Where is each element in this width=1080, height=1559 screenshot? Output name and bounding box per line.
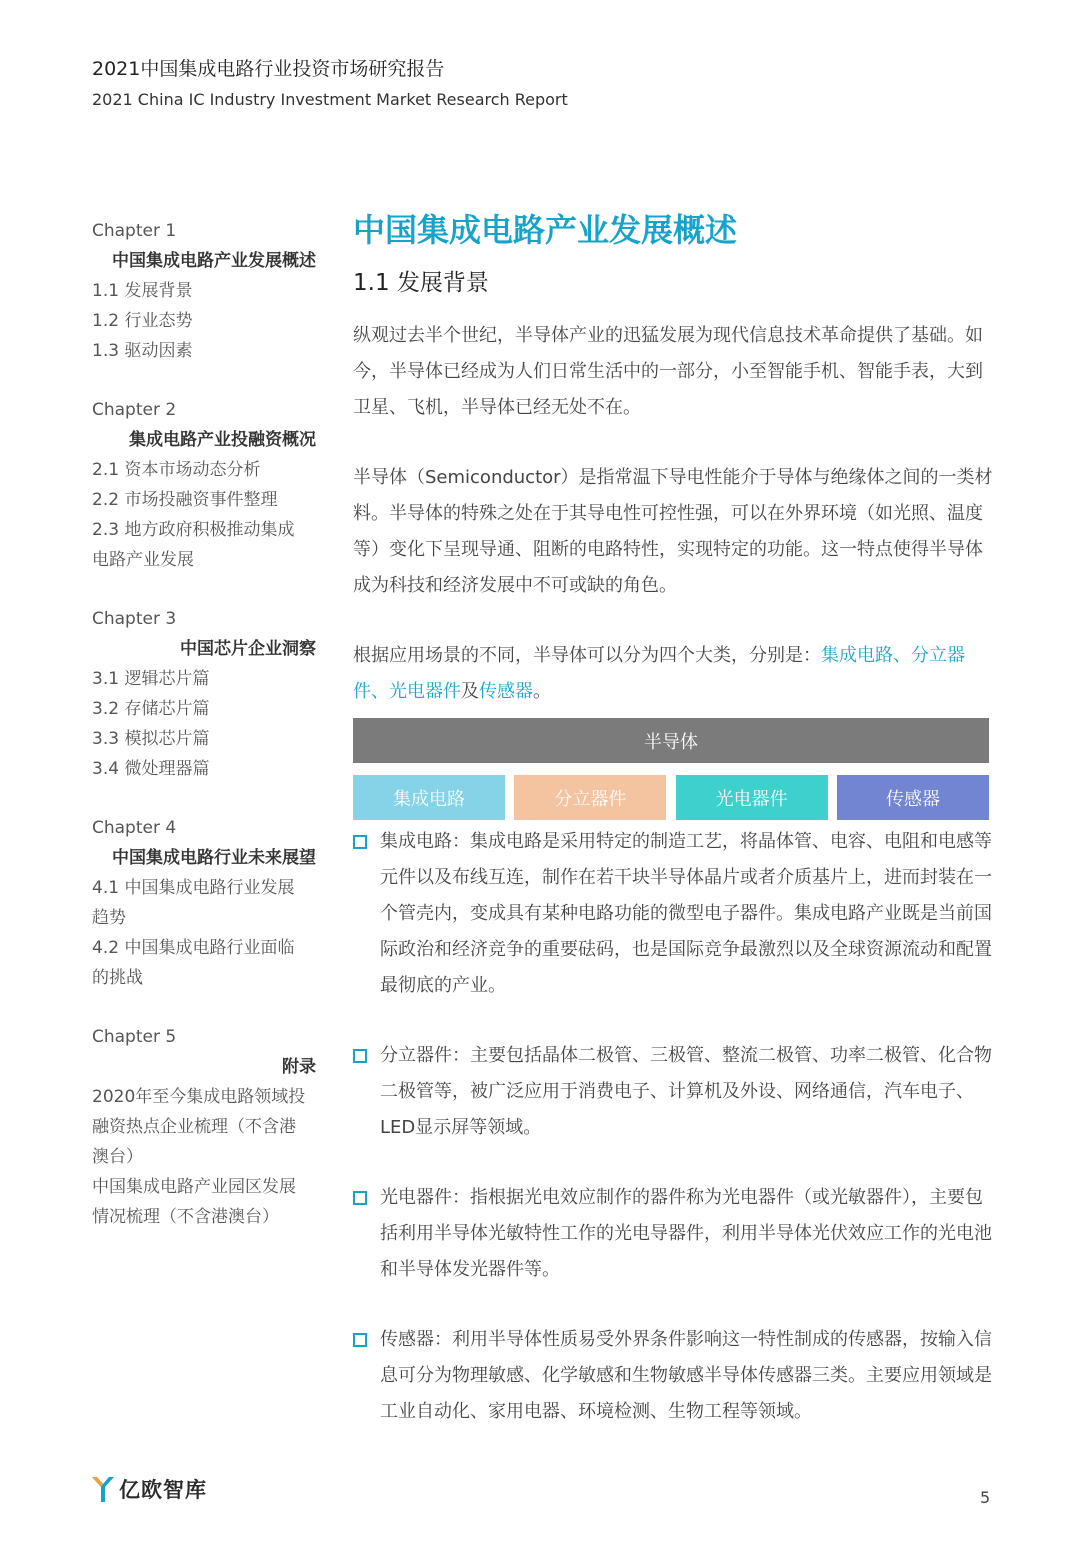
categories-conjunction: 及 [461, 681, 479, 702]
toc-item[interactable]: 2.2 市场投融资事件整理 [92, 490, 278, 510]
categories-text: 根据应用场景的不同，半导体可以分为四个大类，分别是： [353, 645, 821, 666]
toc-group [92, 813, 316, 993]
toc-item[interactable]: 趋势 [92, 908, 126, 928]
toc-item[interactable]: 2020年至今集成电路领域投 [92, 1087, 306, 1107]
toc-chapter-label[interactable]: Chapter 4 [92, 818, 177, 838]
toc-item[interactable]: 的挑战 [92, 968, 143, 988]
toc-group [92, 395, 316, 575]
categories-period: 。 [533, 681, 551, 702]
bullet-item [353, 1322, 998, 1430]
main-content [353, 206, 998, 1464]
toc-item[interactable]: 2.1 资本市场动态分析 [92, 460, 261, 480]
report-title-en: 2021 China IC Industry Investment Market Research Report [92, 90, 568, 109]
toc-item[interactable]: 电路产业发展 [92, 550, 194, 570]
bullet-item [353, 1180, 998, 1288]
category-descriptions [353, 824, 998, 1430]
yiou-logo-icon [90, 1474, 116, 1504]
toc-item[interactable]: 1.3 驱动因素 [92, 341, 193, 361]
diagram-category-row [353, 775, 989, 820]
bullet-item [353, 1038, 998, 1146]
page-number: 5 [980, 1488, 991, 1507]
square-bullet-icon [353, 1180, 380, 1288]
diagram-root-box: 半导体 [353, 718, 989, 763]
toc-chapter-label[interactable]: Chapter 1 [92, 221, 177, 241]
toc-chapter-title[interactable]: 附录 [282, 1057, 316, 1077]
toc-chapter-title[interactable]: 中国集成电路产业发展概述 [112, 251, 316, 271]
toc-item[interactable]: 3.3 模拟芯片篇 [92, 729, 210, 749]
toc-chapter-label[interactable]: Chapter 2 [92, 400, 177, 420]
toc-item[interactable]: 融资热点企业梳理（不含港 [92, 1117, 296, 1137]
diagram-category-box: 光电器件 [676, 775, 828, 820]
toc-chapter-title[interactable]: 中国芯片企业洞察 [180, 639, 316, 659]
section-title: 1.1 发展背景 [353, 270, 489, 296]
brand-name: 亿欧智库 [119, 1478, 207, 1502]
square-bullet-icon [353, 1038, 380, 1146]
toc-item[interactable]: 3.4 微处理器篇 [92, 759, 210, 779]
toc-item[interactable]: 3.2 存储芯片篇 [92, 699, 210, 719]
bullet-text: 分立器件：主要包括晶体二极管、三极管、整流二极管、功率二极管、化合物二极管等，被广泛应用于消费电子、计算机及外设、网络通信，汽车电子、LED显示屏等领域。 [380, 1045, 992, 1138]
report-title-cn: 2021中国集成电路行业投资市场研究报告 [92, 58, 445, 80]
bullet-text: 传感器：利用半导体性质易受外界条件影响这一特性制成的传感器，按输入信息可分为物理敏感、化学敏感和生物敏感半导体传感器三类。主要应用领域是工业自动化、家用电器、环境检测、生物工程等领域。 [380, 1329, 992, 1422]
square-bullet-icon [353, 824, 380, 1004]
toc-chapter-label[interactable]: Chapter 5 [92, 1027, 177, 1047]
toc-item[interactable]: 4.2 中国集成电路行业面临 [92, 938, 295, 958]
toc-group [92, 604, 316, 784]
toc-item[interactable]: 情况梳理（不含港澳台） [92, 1207, 279, 1227]
paragraph-intro: 纵观过去半个世纪，半导体产业的迅猛发展为现代信息技术革命提供了基础。如今，半导体已经成为人们日常生活中的一部分，小至智能手机、智能手表，大到卫星、飞机，半导体已经无处不在。 [353, 325, 983, 418]
toc-group [92, 216, 316, 366]
bullet-text: 集成电路：集成电路是采用特定的制造工艺，将晶体管、电容、电阻和电感等元件以及布线互连，制作在若干块半导体晶片或者介质基片上，进而封装在一个管壳内，变成具有某种电路功能的微型电子器件。集成电路产业既是当前国际政治和经济竞争的重要砝码，也是国际竞争最激烈以及全球资源流动和配置最彻底的产业。 [380, 831, 992, 996]
square-bullet-icon [353, 1322, 380, 1430]
toc-chapter-title[interactable]: 中国集成电路行业未来展望 [112, 848, 316, 868]
toc-item[interactable]: 1.2 行业态势 [92, 311, 193, 331]
toc-item[interactable]: 2.3 地方政府积极推动集成 [92, 520, 295, 540]
brand-logo [90, 1474, 207, 1504]
toc-item[interactable]: 3.1 逻辑芯片篇 [92, 669, 210, 689]
categories-highlight-sensor: 传感器 [479, 681, 533, 702]
toc-chapter-label[interactable]: Chapter 3 [92, 609, 177, 629]
paragraph-definition: 半导体（Semiconductor）是指常温下导电性能介于导体与绝缘体之间的一类材料。半导体的特殊之处在于其导电性可控性强，可以在外界环境（如光照、温度等）变化下呈现导通、阻断的电路特性，实现特定的功能。这一特点使得半导体成为科技和经济发展中不可或缺的角色。 [353, 467, 993, 596]
categories-highlight: 集成电路、分立器件、光电器件 [353, 645, 965, 702]
diagram-category-box: 传感器 [837, 775, 989, 820]
toc-item[interactable]: 4.1 中国集成电路行业发展 [92, 878, 295, 898]
diagram-category-box: 集成电路 [353, 775, 505, 820]
toc-item[interactable]: 澳台） [92, 1147, 143, 1167]
toc-group [92, 1022, 316, 1232]
semiconductor-diagram [353, 718, 989, 820]
table-of-contents [92, 216, 316, 1261]
page-header [92, 56, 568, 112]
toc-item[interactable]: 中国集成电路产业园区发展 [92, 1177, 296, 1197]
bullet-item [353, 824, 998, 1004]
diagram-category-box: 分立器件 [514, 775, 666, 820]
chapter-title: 中国集成电路产业发展概述 [353, 211, 738, 249]
paragraph-categories [353, 638, 998, 710]
bullet-text: 光电器件：指根据光电效应制作的器件称为光电器件（或光敏器件），主要包括利用半导体光敏特性工作的光电导器件，利用半导体光伏效应工作的光电池和半导体发光器件等。 [380, 1187, 992, 1280]
toc-chapter-title[interactable]: 集成电路产业投融资概况 [129, 430, 316, 450]
toc-item[interactable]: 1.1 发展背景 [92, 281, 193, 301]
